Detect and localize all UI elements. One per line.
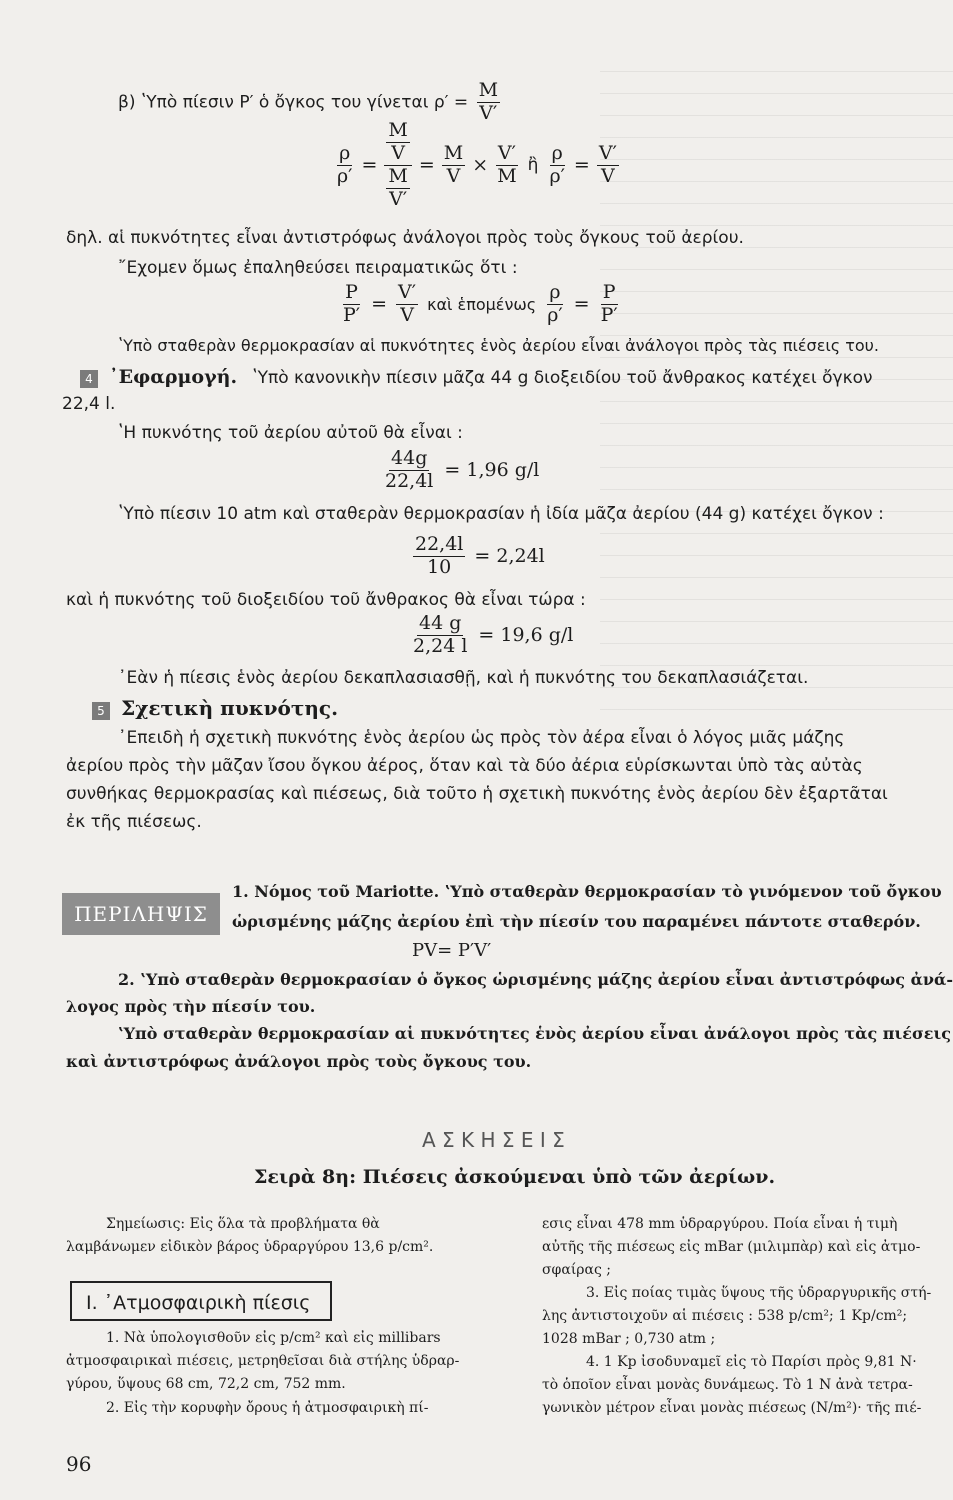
right-col-line-7: 4. 1 Kp ἰσοδυναμεῖ εἰς τὸ Παρίσι πρὸς 9,81 N· xyxy=(586,1354,917,1370)
relative-line3: συνθήκας θερμοκρασίας καὶ πιέσεως, διὰ τοῦτο ἡ σχετικὴ πυκνότης ἑνὸς ἀερίου δὲν ἐξαρτᾶται xyxy=(66,784,888,804)
summary-line2b: λογος πρὸς τὴν πίεσίν του. xyxy=(66,997,316,1016)
formula-density-2: $\frac{44 g}{2,24 l}$ = 19,6 g/l xyxy=(413,612,574,657)
relative-title: Σχετικὴ πυκνότης. xyxy=(121,696,339,720)
line-dhl: δηλ. αἱ πυκνότητες εἶναι ἀντιστρόφως ἀνάλογοι πρὸς τοὺς ὄγκους τοῦ ἀερίου. xyxy=(66,228,744,248)
formula-volume: $\frac{22,4l}{10}$ = 2,24l xyxy=(415,533,545,578)
atmospheric-pressure-box: I. ᾿Ατμοσφαιρικὴ πίεσις xyxy=(70,1281,332,1321)
right-col-line-2: αὐτῆς τῆς πιέσεως εἰς mBar (μιλιμπὰρ) καὶ εἰς ἀτμο- xyxy=(542,1239,921,1255)
right-col-line-5: λης ἀντιστοιχοῦν αἱ πιέσεις : 538 p/cm²; 1 Kp/cm²; xyxy=(542,1308,908,1324)
relative-line1: ᾿Επειδὴ ἡ σχετικὴ πυκνότης ἑνὸς ἀερίου ὡς πρὸς τὸν ἀέρα εἶναι ὁ λόγος μιᾶς μάζης xyxy=(118,728,845,748)
question-1-line-b: ἀτμοσφαιρικαὶ πιέσεις, μετρηθεῖσαι διὰ στήλης ὑδραρ- xyxy=(66,1353,460,1369)
relative-heading xyxy=(92,696,338,720)
exercises-series-title: Σειρὰ 8η: Πιέσεις ἀσκούμεναι ὑπὸ τῶν ἀερίων. xyxy=(254,1166,776,1188)
application-line1b: 22,4 l. xyxy=(62,394,116,414)
right-col-line-1: εσις εἶναι 478 mm ὑδραργύρου. Ποία εἶναι ἡ τιμὴ xyxy=(542,1216,898,1232)
summary-line3b: καὶ ἀντιστρόφως ἀνάλογοι πρὸς τοὺς ὄγκους του. xyxy=(66,1052,532,1071)
summary-formula: PV= P′V′ xyxy=(412,940,492,961)
right-col-line-6: 1028 mBar ; 0,730 atm ; xyxy=(542,1331,716,1347)
question-1-line-c: γύρου, ὕψους 68 cm, 72,2 cm, 752 mm. xyxy=(66,1376,346,1392)
exercises-heading: Α Σ Κ Η Σ Ε Ι Σ xyxy=(422,1128,565,1152)
relative-line4: ἐκ τῆς πιέσεως. xyxy=(66,812,202,832)
question-1-line-a: 1. Νὰ ὑπολογισθοῦν εἰς p/cm² καὶ εἰς millibars xyxy=(106,1330,441,1346)
page-number: 96 xyxy=(66,1452,92,1476)
line-exomen: ῎Εχομεν ὅμως ἐπαληθεύσει πειραματικῶς ὅτι : xyxy=(118,258,518,278)
summary-badge: ΠΕΡΙΛΗΨΙΣ xyxy=(62,893,220,935)
application-line3: ʽΥπὸ πίεσιν 10 atm καὶ σταθερὰν θερμοκρασίαν ἡ ἰδία μᾶζα ἀερίου (44 g) κατέχει ὄγκον : xyxy=(118,504,884,524)
section-marker-5: 5 xyxy=(92,702,110,720)
application-heading: 4 ᾿Εφαρμογή. ʽΥπὸ κανονικὴν πίεσιν μᾶζα 44 g διοξειδίου τοῦ ἄνθρακος κατέχει ὄγκον xyxy=(80,366,873,388)
right-col-line-9: γωνικὸν μέτρον εἶναι μονὰς πιέσεως (N/m²)· τῆς πιέ- xyxy=(542,1400,922,1416)
application-line4: καὶ ἡ πυκνότης τοῦ διοξειδίου τοῦ ἄνθρακος θὰ εἶναι τώρα : xyxy=(66,590,586,610)
question-2-line-a: 2. Εἰς τὴν κορυφὴν ὄρους ἡ ἀτμοσφαιρικὴ πί- xyxy=(106,1400,429,1416)
right-col-line-3: σφαίρας ; xyxy=(542,1262,611,1278)
application-line5: ᾿Εὰν ἡ πίεσις ἑνὸς ἀερίου δεκαπλασιασθῇ, καὶ ἡ πυκνότης του δεκαπλασιάζεται. xyxy=(118,668,809,688)
equation-pressure-ratio: $\frac{P}{P'}$ = $\frac{V'}{V}$ καὶ ἑπομένως $\frac{\rho}{\rho'}$ = $\frac{P}{P'}$ xyxy=(343,281,618,326)
summary-line1a: 1. Νόμος τοῦ Mariotte. ʽΥπὸ σταθερὰν θερμοκρασίαν τὸ γινόμενον τοῦ ὄγκου xyxy=(232,882,942,901)
beta-prefix: β) ʽΥπὸ πίεσιν P′ ὁ ὄγκος του γίνεται ρ′ = xyxy=(118,92,469,113)
relative-line2: ἀερίου πρὸς τὴν μᾶζαν ἴσου ὄγκου ἀέρος, ὅταν καὶ τὰ δύο ἀέρια εὑρίσκωνται ὑπὸ τὰς αὐτὰς xyxy=(66,756,863,776)
application-line2: ʽΗ πυκνότης τοῦ ἀερίου αὐτοῦ θὰ εἶναι : xyxy=(118,423,463,443)
formula-density-1: $\frac{44g}{22,4l}$ = 1,96 g/l xyxy=(385,447,540,492)
application-title: ᾿Εφαρμογή. xyxy=(109,366,238,388)
right-col-line-8: τὸ ὁποῖον εἶναι μονὰς δυνάμεως. Τὸ 1 N ἀνὰ τετρα- xyxy=(542,1377,913,1393)
summary-line2a: 2. ʽΥπὸ σταθερὰν θερμοκρασίαν ὁ ὄγκος ὡρισμένης μάζης ἀερίου εἶναι ἀντιστρόφως ἀνά- xyxy=(118,970,953,989)
beta-line xyxy=(118,80,503,125)
note-line-b: λαμβάνωμεν εἰδικὸν βάρος ὑδραργύρου 13,6 p/cm². xyxy=(66,1239,434,1255)
summary-line1b: ὡρισμένης μάζης ἀερίου ἐπὶ τὴν πίεσίν του παραμένει πάντοτε σταθερόν. xyxy=(232,912,921,931)
beta-fraction: $\frac{M}{V'}$ xyxy=(478,79,499,124)
note-line-a: Σημείωσις: Εἰς ὅλα τὰ προβλήματα θὰ xyxy=(106,1216,380,1232)
line-conclusion: ʽΥπὸ σταθερὰν θερμοκρασίαν αἱ πυκνότητες ἑνὸς ἀερίου εἶναι ἀνάλογοι πρὸς τὰς πιέσεις του. xyxy=(118,336,879,355)
summary-line3a: ʽΥπὸ σταθερὰν θερμοκρασίαν αἱ πυκνότητες ἑνὸς ἀερίου εἶναι ἀνάλογοι πρὸς τὰς πιέσεις xyxy=(118,1024,951,1043)
equation-density-ratio: $\frac{\rho}{\rho'}$ = $\frac{\frac{M}{V}}{\frac{M}{V'}}$ = $\frac{M}{V}$ × $\frac{V'}{M}$ ἢ $\frac{\rho}{\rho'}$ = $\frac{V'}{V}$ xyxy=(337,119,617,210)
right-col-line-4: 3. Εἰς ποίας τιμὰς ὕψους τῆς ὑδραργυρικῆς στή- xyxy=(586,1285,932,1301)
section-marker-4: 4 xyxy=(80,370,98,388)
